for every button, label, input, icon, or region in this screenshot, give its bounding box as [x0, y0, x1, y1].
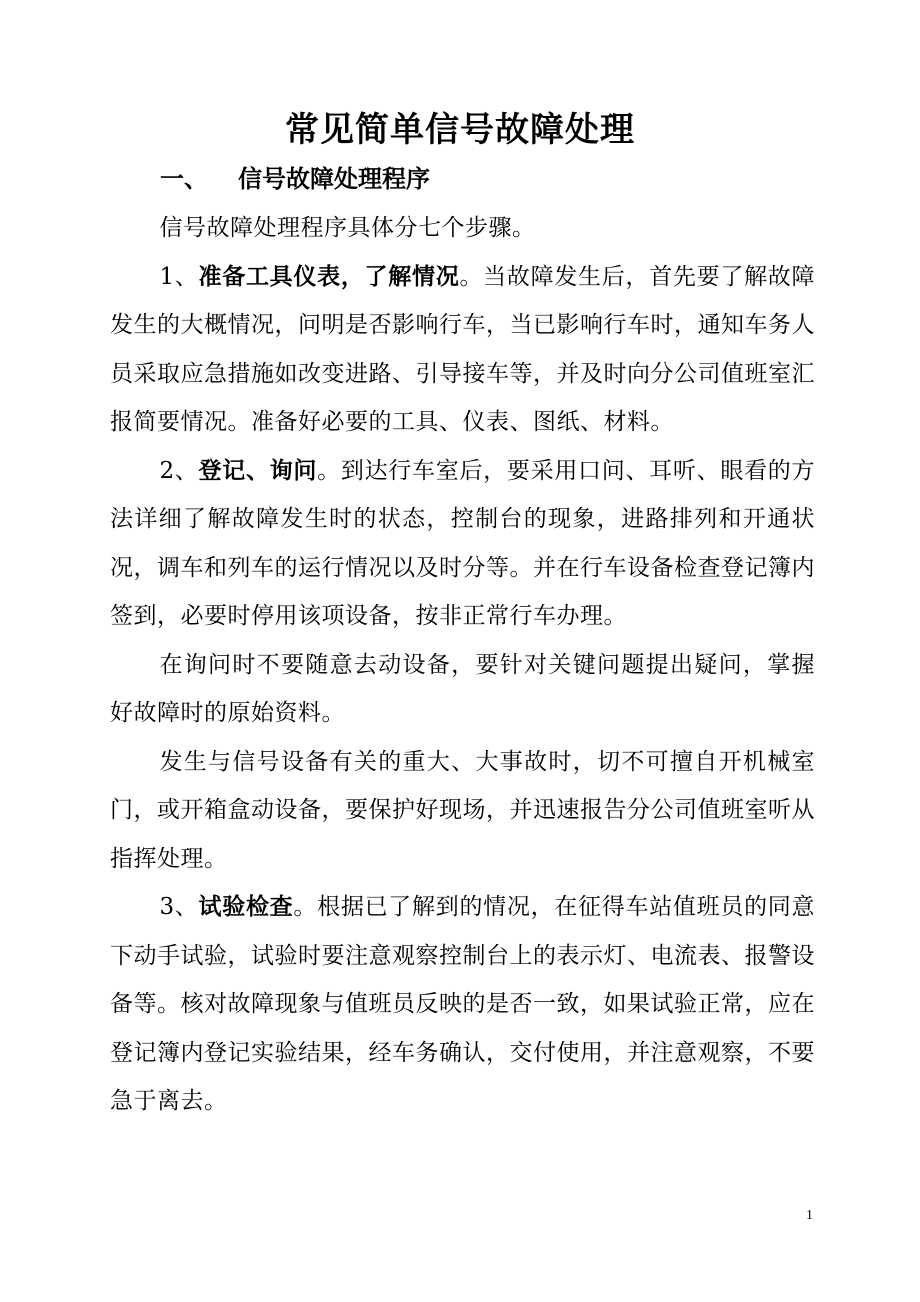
intro-paragraph: 信号故障处理程序具体分七个步骤。 — [159, 215, 536, 241]
step-1-number: 1、 — [159, 263, 199, 290]
step-3-number: 3、 — [159, 894, 199, 920]
section-title: 信号故障处理程序 — [238, 165, 430, 193]
section-heading — [160, 161, 430, 197]
step-3-text: 。根据已了解到的情况，在征得车站值班员的同意下动手试验，试验时要注意观察控制台上的表示灯、电流表、报警设备等。核对故障现象与值班员反映的是否一致，如果试验正常，应在登记簿内登记实验结果，经车务确认，交付使用，并注意观察，不要急于离去。 — [110, 894, 816, 1114]
step-2-text: 。到达行车室后，要采用口问、耳听、眼看的方法详细了解故障发生时的状态，控制台的现象，进路排列和开通状况，调车和列车的运行情况以及时分等。并在行车设备检查登记簿内签到，必要时停用该项设备，按非正常行车办理。 — [110, 457, 816, 629]
step-1-text: 。当故障发生后，首先要了解故障发生的大概情况，问明是否影响行车，当已影响行车时，通知车务人员采取应急措施如改变进路、引导接车等，并及时向分公司值班室汇报简要情况。准备好必要的工具、仪表、图纸、材料。 — [110, 263, 816, 435]
step-2-heading: 登记、询问 — [198, 457, 318, 484]
step-2-number: 2、 — [159, 457, 199, 484]
step-1-paragraph — [110, 253, 815, 447]
step-2-note-1: 在询问时不要随意去动设备，要针对关键问题提出疑问，掌握好故障时的原始资料。 — [110, 651, 815, 726]
step-2-note-2: 发生与信号设备有关的重大、大事故时，切不可擅自开机械室门，或开箱盒动设备，要保护好现场，并迅速报告分公司值班室听从指挥处理。 — [110, 748, 815, 872]
section-number: 一、 — [160, 165, 208, 193]
document-body — [110, 204, 815, 1126]
page-number: 1 — [806, 1208, 813, 1223]
step-1-heading: 准备工具仪表，了解情况 — [198, 263, 460, 290]
document-title: 常见简单信号故障处理 — [285, 110, 635, 150]
step-3-heading: 试验检查 — [198, 894, 294, 920]
step-2-paragraph — [110, 447, 815, 641]
step-3-paragraph — [110, 883, 815, 1126]
